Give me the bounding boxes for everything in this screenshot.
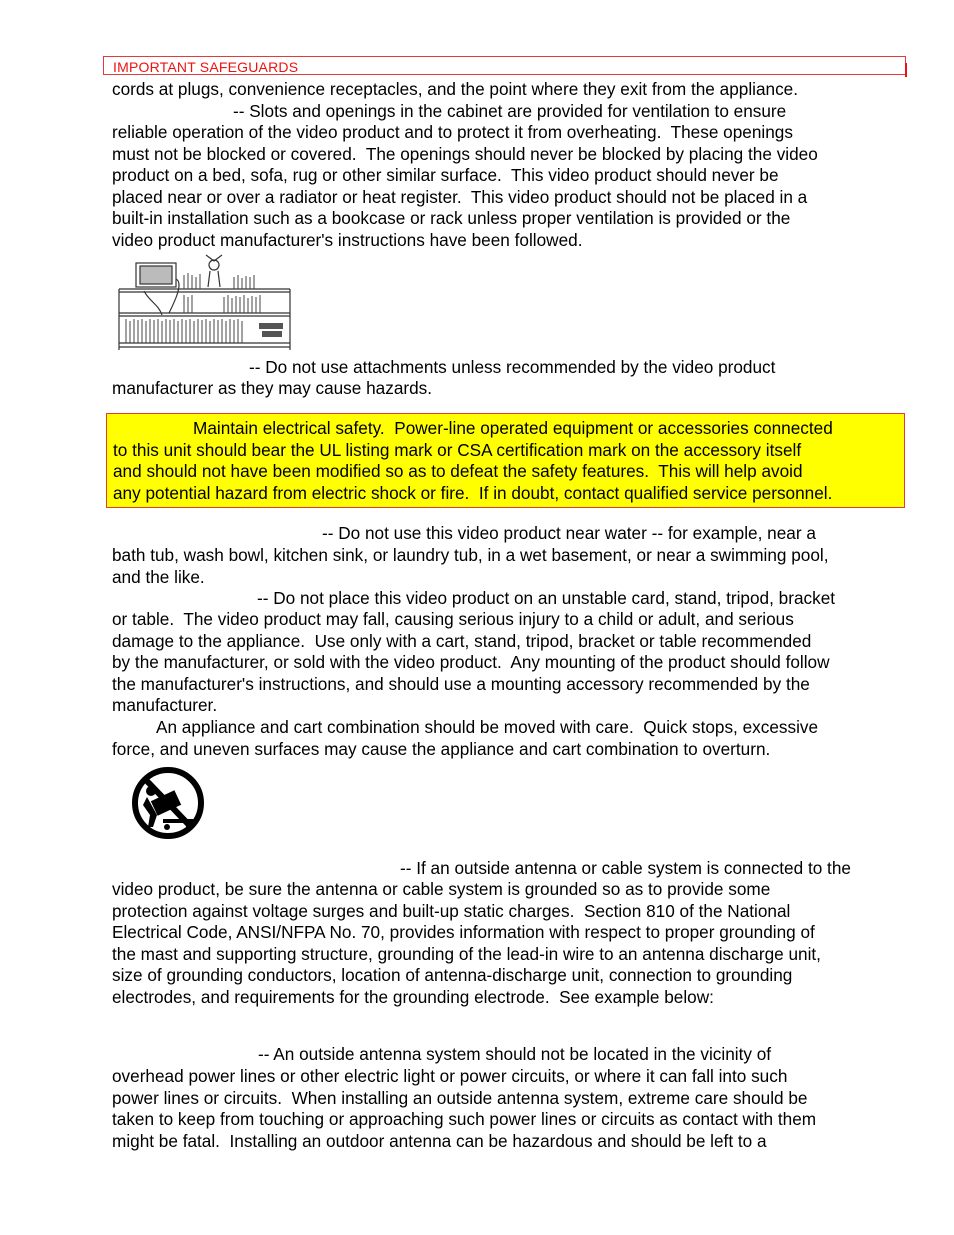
paragraph-grounding-body: video product, be sure the antenna or cable system is grounded so as to provide some protection against voltage surges and built-up static charges. Section 810 of the National Electrical Code, ANSI/NFPA No. 70, provides information with respect to proper grounding of the mast and supporting structure, grounding of the lead-in wire to an antenna discharge unit, size of grounding conductors, location of antenna-discharge unit, connection to grounding electrodes, and requirements for the grounding electrode. See example below: xyxy=(112,879,821,1007)
header-tick xyxy=(905,63,907,77)
paragraph-stand-lead: -- Do not place this video product on an unstable card, stand, tripod, bracket xyxy=(257,588,836,608)
electrical-safety-callout xyxy=(106,413,905,508)
paragraph-stand-body: or table. The video product may fall, causing serious injury to a child or adult, and serious damage to the appliance. Use only with a cart, stand, tripod, bracket or table recommended by the manufacturer, or sold with the video product. Any mounting of the product should follow the manufacturer's instructions, and should use a mounting accessory recommended by the manufacturer. xyxy=(112,609,830,716)
paragraph-ventilation-body: reliable operation of the video product and to protect it from overheating. These openings must not be blocked or covered. The openings should never be blocked by placing the video product on a bed, sofa, rug or other similar surface. This video product should never be placed near or over a radiator or heat register. This video product should not be placed in a built-in installation such as a bookcase or rack unless proper ventilation is provided or the video product manufacturer's instructions have been followed. xyxy=(112,122,818,250)
cart-tipover-warning-icon xyxy=(127,765,209,841)
bookcase-ventilation-illustration xyxy=(114,253,292,355)
paragraph-water-lead: -- Do not use this video product near water -- for example, near a xyxy=(322,523,816,543)
callout-lead: Maintain electrical safety. Power-line operated equipment or accessories connected xyxy=(193,418,833,438)
paragraph-cords: cords at plugs, convenience receptacles, and the point where they exit from the appliance. xyxy=(112,79,798,99)
header-label: IMPORTANT SAFEGUARDS xyxy=(113,59,299,75)
paragraph-power-lines-body: overhead power lines or other electric light or power circuits, or where it can fall into such power lines or circuits. When installing an outside antenna system, extreme care should be taken to keep from touching or approaching such power lines or circuits as contact with them might be fatal. Installing an outdoor antenna can be hazardous and should be left to a xyxy=(112,1066,817,1151)
paragraph-water-body: bath tub, wash bowl, kitchen sink, or laundry tub, in a wet basement, or near a swimming pool, and the like. xyxy=(112,545,829,587)
paragraph-grounding-lead: -- If an outside antenna or cable system is connected to the xyxy=(400,858,851,878)
paragraph-ventilation-lead: -- Slots and openings in the cabinet are provided for ventilation to ensure xyxy=(233,101,787,121)
paragraph-attachments-body: manufacturer as they may cause hazards. xyxy=(112,378,433,398)
paragraph-cart-combination: An appliance and cart combination should be moved with care. Quick stops, excessive force, and uneven surfaces may cause the appliance and cart combination to overturn. xyxy=(112,717,819,759)
callout-body: to this unit should bear the UL listing mark or CSA certification mark on the accessory itself and should not have been modified so as to defeat the safety features. This will help avoid any potential hazard from electric shock or fire. If in doubt, contact qualified service personnel. xyxy=(113,439,833,503)
paragraph-attachments-lead: -- Do not use attachments unless recommended by the video product xyxy=(249,357,776,377)
header-bar xyxy=(103,56,906,75)
paragraph-power-lines-lead: -- An outside antenna system should not be located in the vicinity of xyxy=(258,1044,772,1064)
